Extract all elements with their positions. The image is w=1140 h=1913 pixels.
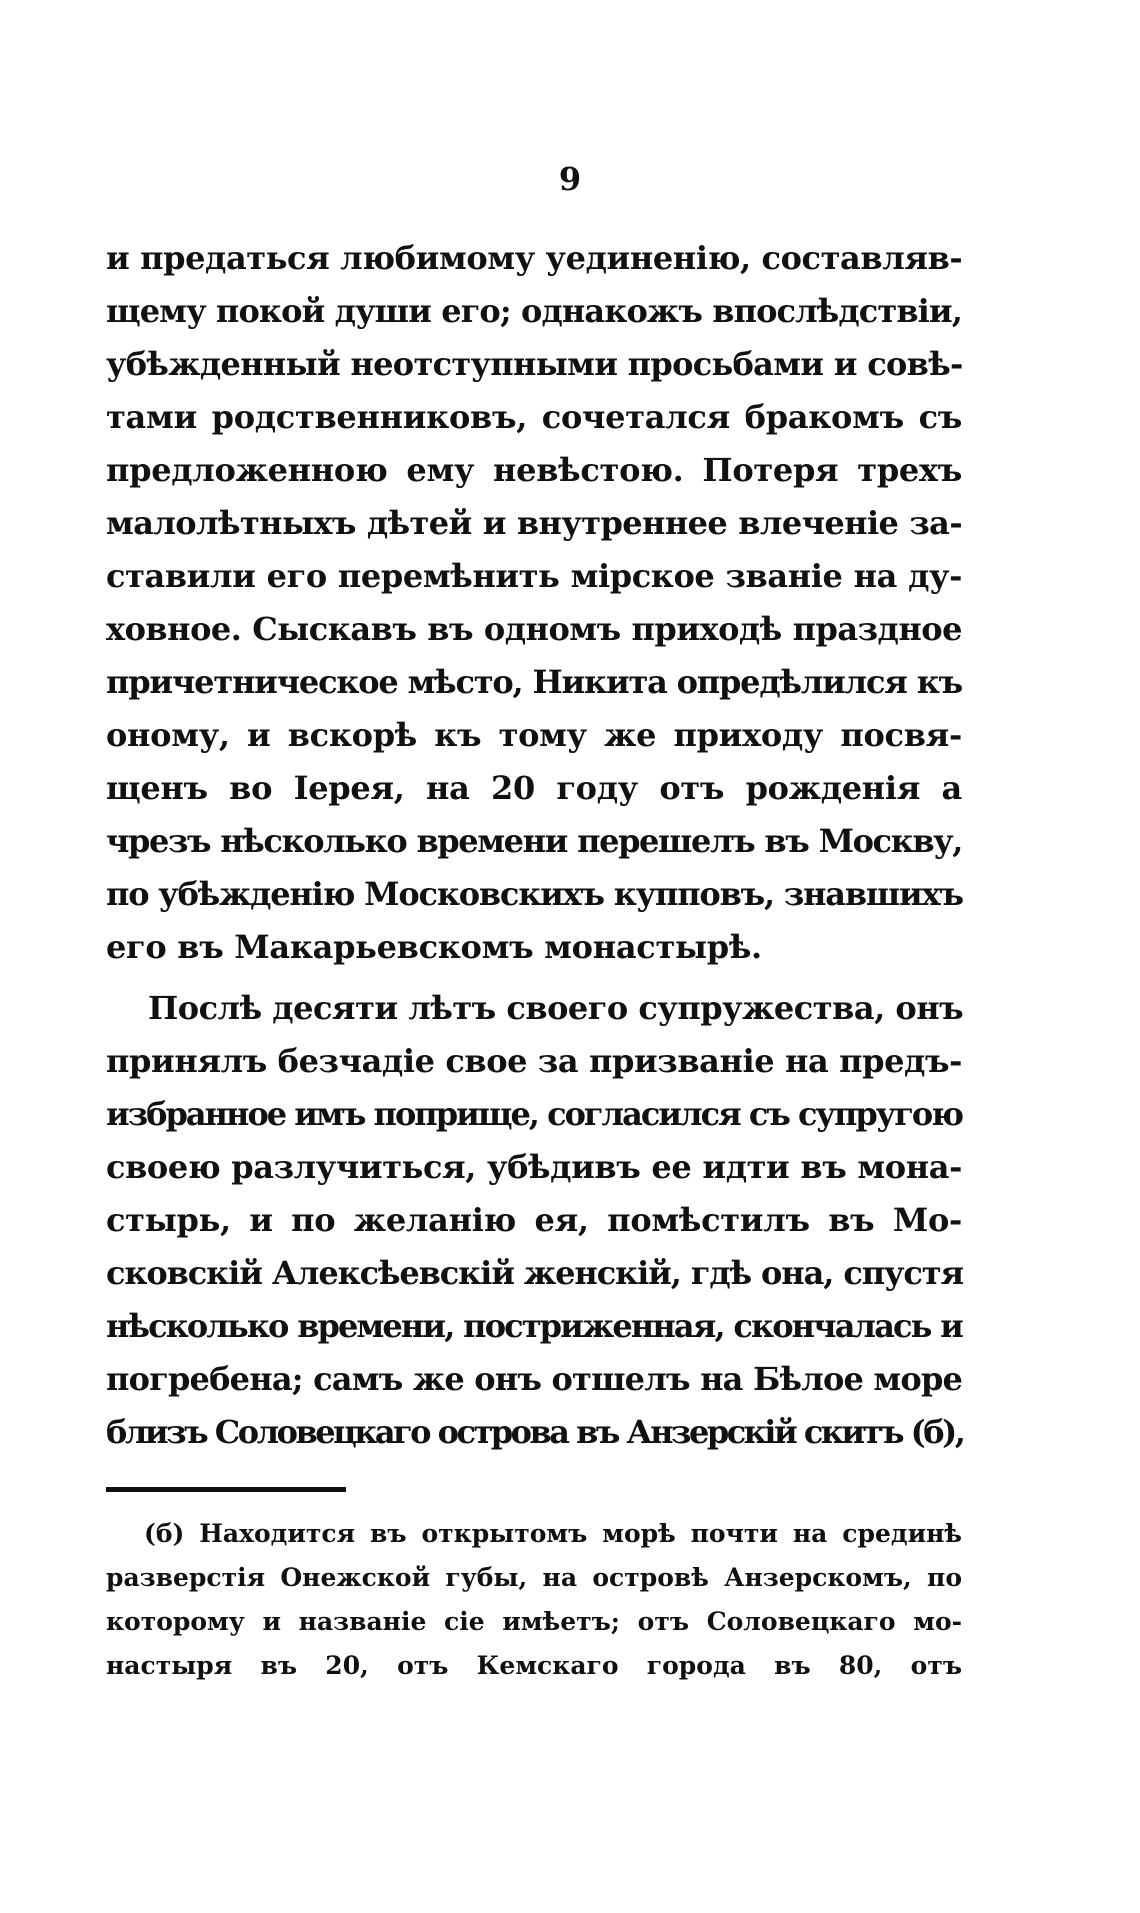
footnote-divider	[106, 1487, 346, 1492]
text-line: по убѣжденію Московскихъ купповъ, знавшихъ	[106, 875, 963, 913]
text-line: тами родственниковъ, сочетался бракомъ съ	[106, 398, 962, 436]
text-line: чрезъ нѣсколько времени перешелъ въ Москву,	[106, 822, 962, 860]
main-text	[106, 232, 962, 1459]
footnote-line: настыря въ 20, отъ Кемскаго города въ 80, отъ	[106, 1651, 962, 1680]
paragraph-2	[106, 982, 962, 1459]
text-line: убѣжденный неотступными просьбами и совѣ-	[106, 345, 963, 383]
text-line: погребена; самъ же онъ отшелъ на Бѣлое море	[106, 1360, 963, 1398]
text-line: малолѣтныхъ дѣтей и внутреннее влеченіе за-	[106, 504, 962, 542]
text-line: предложенною ему невѣстою. Потеря трехъ	[106, 451, 962, 489]
text-line: стырь, и по желанію ея, помѣстилъ въ Мо-	[106, 1201, 962, 1239]
footnote-line: (б) Находится въ открытомъ морѣ почти на срединѣ	[144, 1519, 962, 1548]
text-line: сковскій Алексѣевскій женскій, гдѣ она, спустя	[106, 1254, 964, 1292]
text-line: своею разлучиться, убѣдивъ ее идти въ мона-	[106, 1148, 962, 1186]
text-line: Послѣ десяти лѣтъ своего супружества, онъ	[148, 989, 964, 1027]
text-line: избранное имъ поприще, согласился съ супругою	[106, 1095, 963, 1133]
text-line: и предаться любимому уединенію, составляв-	[106, 239, 963, 277]
text-line: принялъ безчадіе свое за призваніе на предъ-	[106, 1042, 962, 1080]
footnote-line: разверстія Онежской губы, на островѣ Анзерскомъ, по	[106, 1563, 962, 1592]
footnote	[106, 1512, 962, 1688]
footnote-line: которому и названіе сіе имѣетъ; отъ Соловецкаго мо-	[106, 1607, 962, 1636]
text-line: нѣсколько времени, постриженная, скончалась и	[106, 1307, 962, 1345]
paragraph-1	[106, 232, 962, 974]
text-line: щенъ во Іерея, на 20 году отъ рожденія а	[106, 769, 962, 807]
text-line: ставили его перемѣнить мірское званіе на ду-	[106, 557, 962, 595]
text-line: близъ Соловецкаго острова въ Анзерскій скитъ (б),	[106, 1413, 964, 1451]
page-number: 9	[558, 160, 582, 198]
text-line: ховное. Сыскавъ въ одномъ приходѣ праздное	[106, 610, 962, 648]
text-line: щему покой души его; однакожъ впослѣдствіи,	[106, 292, 962, 330]
text-line: оному, и вскорѣ къ тому же приходу посвя-	[106, 716, 962, 754]
text-line: причетническое мѣсто, Никита опредѣлился къ	[106, 663, 962, 701]
text-line: его въ Макарьевскомъ монастырѣ.	[106, 928, 762, 966]
